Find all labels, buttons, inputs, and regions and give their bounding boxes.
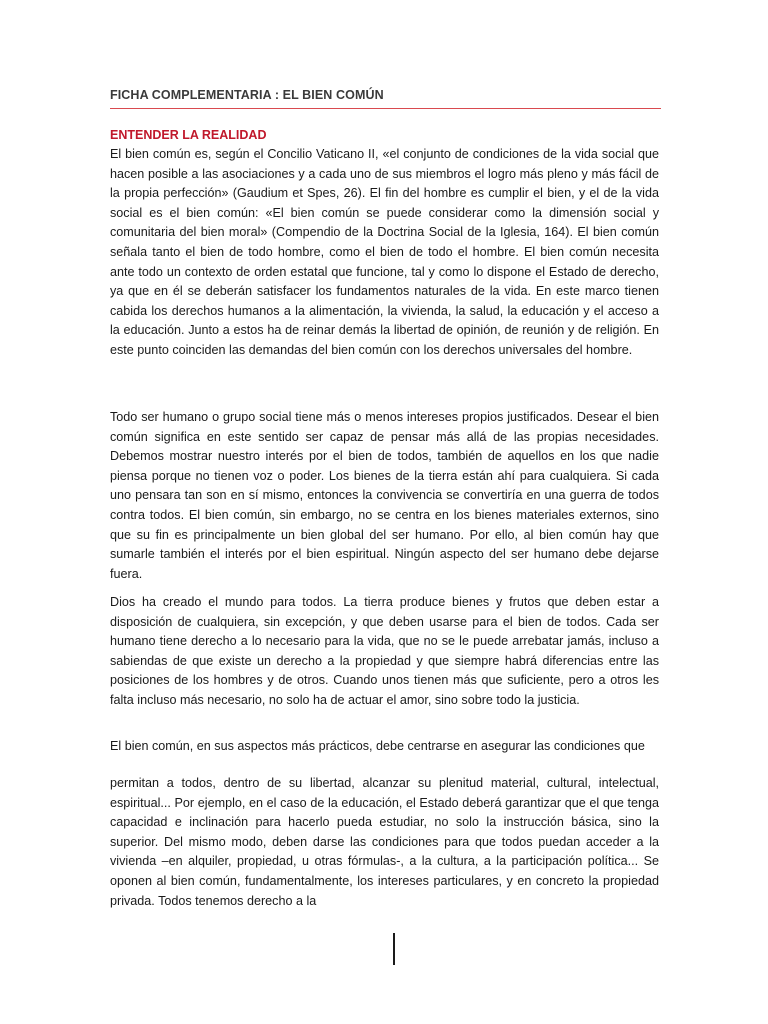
document-title: FICHA COMPLEMENTARIA : EL BIEN COMÚN [110,88,384,102]
text-cursor-mark [393,933,395,965]
paragraph-3: Dios ha creado el mundo para todos. La tierra produce bienes y frutos que deben estar a disposición de cualquiera, sin excepción, y que deben usarse para el bien de todos. Cada ser humano tiene derecho a lo necesario para la vida, que no se le puede arrebatar jamás, incluso a sabiendas de que existe un derecho a la propiedad y que siempre habrá diferencias entre las posiciones de los hombres y de otros. Cuando unos tienen más que suficiente, pero a otros les falta incluso más necesario, no solo ha de actuar el amor, sino sobre todo la justicia. [110,595,659,707]
paragraph-4-continuation: permitan a todos, dentro de su libertad, alcanzar su plenitud material, cultural, intelectual, espiritual... Por ejemplo, en el caso de la educación, el Estado deberá garantizar que el que tenga capacidad e inclinación para hacerlo pueda estudiar, no solo la instrucción básica, sino la superior. Del mismo modo, deben darse las condiciones para que todos puedan acceder a la vivienda –en alquiler, propiedad, u otras fórmulas-, a la cultura, a la participación política... Se oponen al bien común, fundamentalmente, los intereses particulares, y en concreto la propiedad privada. Todos tenemos derecho a la [110,776,659,908]
paragraph-1: El bien común es, según el Concilio Vaticano II, «el conjunto de condiciones de la vida social que hacen posible a las asociaciones y a cada uno de sus miembros el logro más pleno y más fácil de la propia perfección» (Gaudium et Spes, 26). El fin del hombre es cumplir el bien, y el de la vida social es el bien común: «El bien común se puede considerar como la dimensión social y comunitaria del bien moral» (Compendio de la Doctrina Social de la Iglesia, 164). El bien común señala tanto el bien de todo hombre, como el bien de todo el hombre. El bien común necesita ante todo un contexto de orden estatal que funcione, tal y como lo dispone el Estado de derecho, ya que en él se deberán satisfacer los fundamentos naturales de la vida. En este marco tienen cabida los derechos humanos a la alimentación, la vivienda, la salud, la educación y el acceso a la educación. Junto a estos ha de reinar demás la libertad de opinión, de reunión y de religión. En este punto coinciden las demandas del bien común con los derechos universales del hombre. [110,147,659,357]
paragraph-4-start: El bien común, en sus aspectos más prácticos, debe centrarse en asegurar las condiciones que [110,739,645,753]
section-heading: ENTENDER LA REALIDAD [110,128,267,142]
paragraph-2: Todo ser humano o grupo social tiene más o menos intereses propios justificados. Desear el bien común significa en este sentido ser capaz de pensar más allá de las propias necesidades. Debemos mostrar nuestro interés por el bien de todos, también de aquellos en los que nadie piensa porque no tienen voz o poder. Los bienes de la tierra están ahí para cualquiera. Si cada uno pensara tan son en sí mismo, entonces la convivencia se convertiría en una guerra de todos contra todos. El bien común, sin embargo, no se centra en los bienes materiales externos, sino que su fin es principalmente un bien global del ser humano. Por ello, al bien común hay que sumarle también el interés por el bien espiritual. Ningún aspecto del ser humano debe dejarse fuera. [110,410,659,581]
title-divider [110,108,661,109]
